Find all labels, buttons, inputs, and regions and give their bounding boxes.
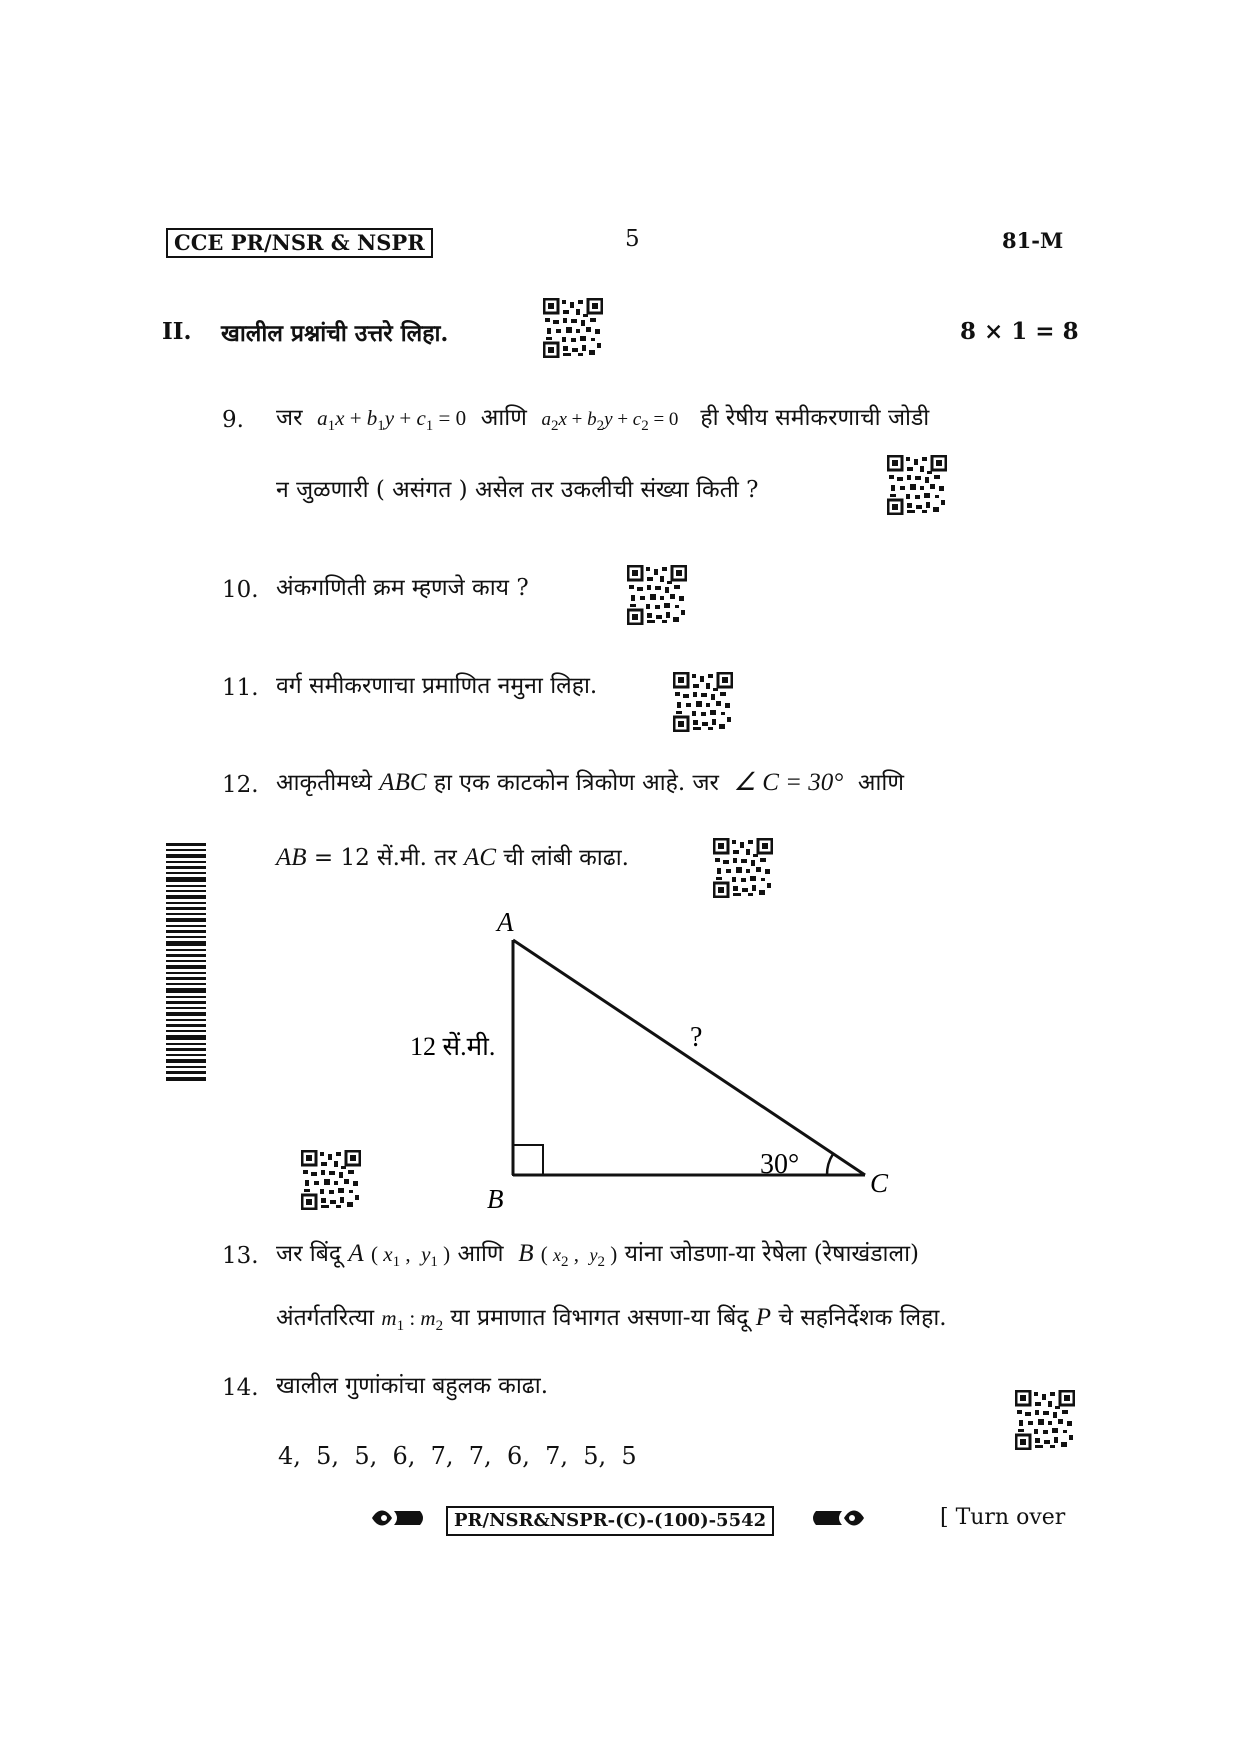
question-14-data: 4, 5, 5, 6, 7, 7, 6, 7, 5, 5 <box>278 1442 637 1470</box>
section-instruction: खालील प्रश्नांची उत्तरे लिहा. <box>221 320 449 347</box>
hypotenuse-unknown: ? <box>690 1022 703 1053</box>
header-code-box <box>166 228 433 258</box>
question-12-line2 <box>276 843 629 873</box>
q13-pre: जर बिंदू <box>276 1241 342 1267</box>
footer-code-box <box>446 1506 774 1536</box>
turn-over-text: [ Turn over <box>940 1505 1066 1530</box>
question-9-number: 9. <box>222 407 244 433</box>
ornament-right-icon <box>808 1503 866 1533</box>
qr-code-icon <box>627 565 687 625</box>
q12-text-d: = 12 सें.मी. तर <box>313 845 457 871</box>
q12-text-b: हा एक काटकोन त्रिकोण आहे. जर <box>433 770 719 796</box>
q12-angle: ∠ C = 30° <box>733 769 844 796</box>
q13-post: यांना जोडणा-या रेषेला (रेषाखंडाला) <box>624 1241 920 1267</box>
q9-equation-1: $a_1x + b_1y + c_1 = 0$ <box>317 406 467 435</box>
triangle-figure <box>400 895 920 1215</box>
q13-text-c: चे सहनिर्देशक लिहा. <box>778 1305 947 1331</box>
q9-pre: जर <box>276 405 303 431</box>
question-9-line2: न जुळणारी ( असंगत ) असेल तर उकलीची संख्या किती ? <box>276 477 759 503</box>
q12-text-c: आणि <box>857 770 905 796</box>
qr-code-icon <box>713 838 773 898</box>
question-9-line1 <box>276 403 929 441</box>
section-marks: 8 × 1 = 8 <box>960 318 1079 345</box>
question-14-text: खालील गुणांकांचा बहुलक काढा. <box>276 1373 549 1399</box>
q13-conj: आणि <box>457 1241 504 1267</box>
q12-ac: AC <box>464 844 496 871</box>
vertex-a-label: A <box>497 907 514 937</box>
qr-code-icon <box>543 298 603 358</box>
q9-post: ही रेषीय समीकरणाची जोडी <box>700 405 930 431</box>
angle-arc <box>827 1154 833 1175</box>
question-11-number: 11. <box>222 675 259 701</box>
q9-equation-2: $a_2x + b_2y + c_2 = 0$ <box>541 409 679 434</box>
ornament-left-icon <box>370 1503 428 1533</box>
question-10-text: अंकगणिती क्रम म्हणजे काय ? <box>276 575 529 601</box>
q13-coords-b: ( $x_2$ , $y_2$ ) <box>540 1242 618 1271</box>
qr-code-icon <box>673 672 733 732</box>
page-number: 5 <box>625 226 640 252</box>
question-10-number: 10. <box>222 577 259 603</box>
footer-code: PR/NSR&NSPR-(C)-(100)-5542 <box>454 1510 767 1531</box>
question-11-text: वर्ग समीकरणाचा प्रमाणित नमुना लिहा. <box>276 673 598 699</box>
q12-text-e: ची लांबी काढा. <box>503 845 629 871</box>
qr-code-icon <box>1015 1390 1075 1450</box>
barcode-icon <box>166 843 206 1083</box>
question-13-line2 <box>276 1303 947 1341</box>
angle-c-label: 30° <box>760 1149 800 1180</box>
q13-coords-a: ( $x_1$ , $y_1$ ) <box>371 1242 451 1271</box>
question-12-number: 12. <box>222 772 259 798</box>
question-13-number: 13. <box>222 1243 259 1269</box>
q13-text-a: अंतर्गतरित्या <box>276 1305 375 1331</box>
header-code: CCE PR/NSR & NSPR <box>174 230 425 255</box>
question-14-number: 14. <box>222 1375 259 1401</box>
right-angle-mark <box>513 1145 543 1175</box>
q12-text-a: आकृतीमध्ये <box>276 770 372 796</box>
q13-point-b: B <box>518 1240 534 1267</box>
qr-code-icon <box>887 455 947 515</box>
side-ab-length: 12 सें.मी. <box>410 1032 496 1061</box>
vertex-b-label: B <box>487 1184 504 1214</box>
q13-text-b: या प्रमाणात विभागत असणा-या बिंदू <box>450 1305 749 1331</box>
vertex-c-label: C <box>870 1168 889 1198</box>
qr-code-icon <box>301 1150 361 1210</box>
question-12-line1 <box>276 768 904 798</box>
q13-ratio: $m_1$ : $m_2$ <box>381 1306 444 1335</box>
paper-code: 81-M <box>1002 228 1064 253</box>
q13-point-a: A <box>348 1240 364 1267</box>
q12-abc: ABC <box>379 769 427 796</box>
q9-conj: आणि <box>480 405 527 431</box>
q13-point-p: P <box>755 1304 772 1331</box>
side-ac <box>513 940 865 1175</box>
section-roman: II. <box>162 318 192 345</box>
question-13-line1 <box>276 1239 919 1277</box>
q12-ab: AB <box>276 844 307 871</box>
